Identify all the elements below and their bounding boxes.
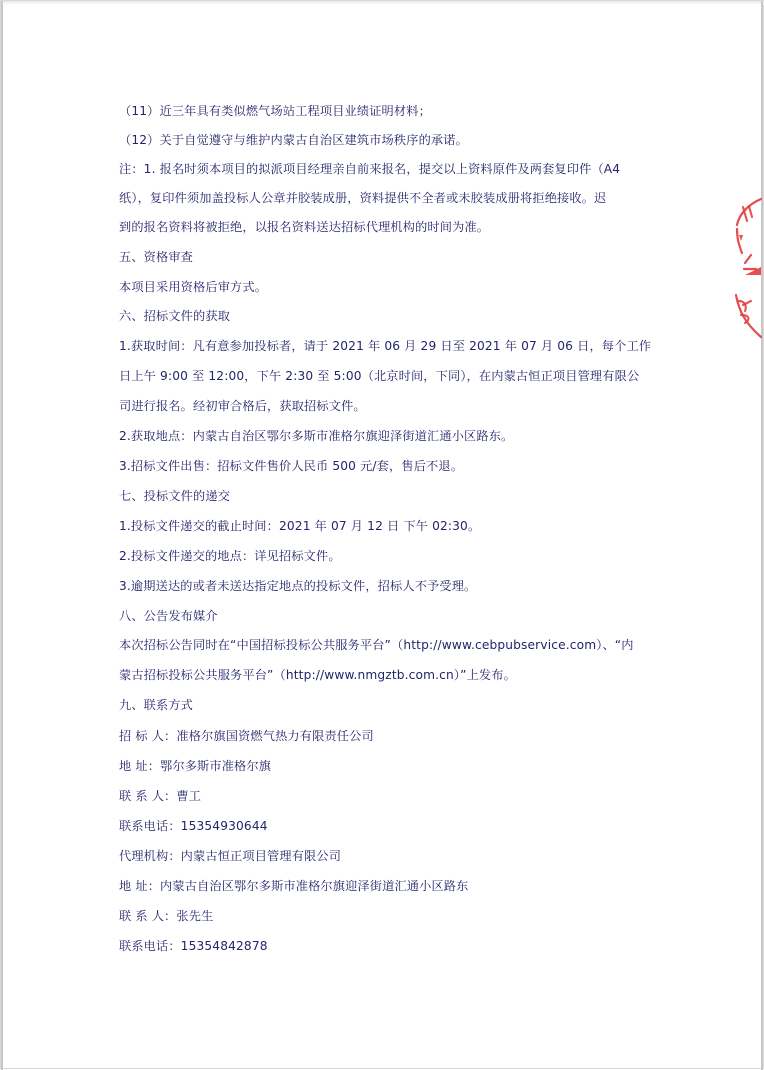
contact-line-1: 招 标 人：准格尔旗国资燃气热力有限责任公司 [119,729,374,743]
contact-line-3: 联 系 人：曹工 [119,789,202,803]
page-left-edge [1,1,3,1070]
doc-line-5: 到的报名资料将被拒绝，以报名资料送达招标代理机构的时间为准。 [119,220,490,234]
doc-line-13: 3.招标文件出售：招标文件售价人民币 500 元/套，售后不退。 [119,459,464,473]
doc-line-1: （11）近三年具有类似燃气场站工程项目业绩证明材料； [119,104,431,118]
doc-line-3: 注：1. 报名时须本项目的拟派项目经理亲自前来报名，提交以上资料原件及两套复印件（A4 [119,162,621,176]
doc-line-19: 本次招标公告同时在“中国招标投标公共服务平台”（http://www.cebpubservice.com）、“内 [119,638,634,652]
doc-line-10: 日上午 9:00 至 12:00，下午 2:30 至 5:00（北京时间，下同），在内蒙古恒正项目管理有限公 [119,369,640,383]
section-heading-8: 八、公告发布媒介 [119,609,218,623]
doc-line-4: 纸），复印件须加盖投标人公章并胶装成册，资料提供不全者或未胶装成册将拒绝接收。迟 [119,191,607,205]
doc-line-9: 1.获取时间：凡有意参加投标者，请于 2021 年 06 月 29 日至 2021 年 07 月 06 日，每个工作 [119,339,652,353]
section-heading-7: 七、投标文件的递交 [119,489,231,503]
red-seal-icon [727,191,764,351]
contact-line-5: 代理机构：内蒙古恒正项目管理有限公司 [119,849,342,863]
page-top-edge [1,1,764,5]
doc-line-20: 蒙古招标投标公共服务平台”（http://www.nmgztb.com.cn）”上发布。 [119,668,516,682]
doc-line-2: （12）关于自觉遵守与维护内蒙古自治区建筑市场秩序的承诺。 [119,133,468,147]
doc-line-17: 3.逾期送达的或者未送达指定地点的投标文件，招标人不予受理。 [119,579,477,593]
section-heading-5: 五、资格审查 [119,250,194,264]
contact-line-4: 联系电话：15354930644 [119,819,268,833]
doc-line-15: 1.投标文件递交的截止时间：2021 年 07 月 12 日 下午 02:30。 [119,519,481,533]
section-heading-9: 九、联系方式 [119,698,194,712]
contact-line-7: 联 系 人：张先生 [119,909,214,923]
contact-line-6: 地 址：内蒙古自治区鄂尔多斯市准格尔旗迎泽街道汇通小区路东 [119,879,469,893]
page-right-edge [761,1,763,1070]
doc-line-12: 2.获取地点：内蒙古自治区鄂尔多斯市准格尔旗迎泽街道汇通小区路东。 [119,429,514,443]
doc-line-7: 本项目采用资格后审方式。 [119,280,268,294]
contact-line-2: 地 址：鄂尔多斯市准格尔旗 [119,759,272,773]
doc-line-16: 2.投标文件递交的地点：详见招标文件。 [119,549,341,563]
section-heading-6: 六、招标文件的获取 [119,309,231,323]
contact-line-8: 联系电话：15354842878 [119,939,268,953]
doc-line-11: 司进行报名。经初审合格后，获取招标文件。 [119,399,366,413]
